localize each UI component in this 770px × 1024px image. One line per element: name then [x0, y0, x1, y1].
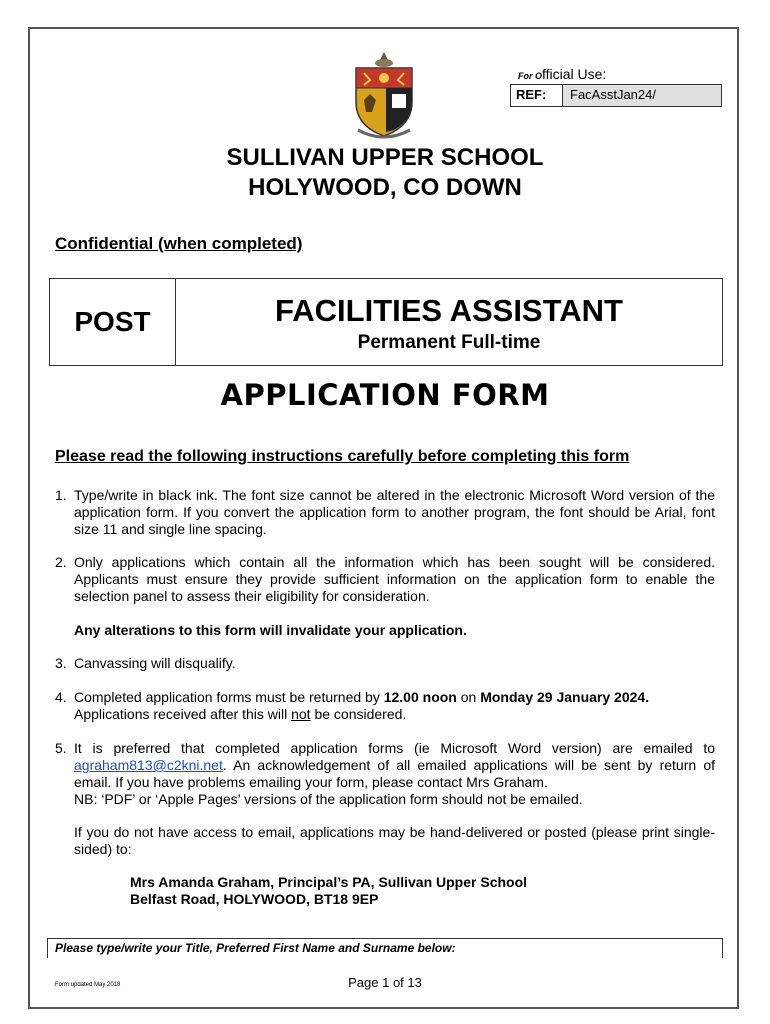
ref-value-field[interactable]: FacAsstJan24/: [563, 85, 721, 106]
no-email-instruction: If you do not have access to email, applications may be hand-delivered or posted (please print single-sided) to:: [74, 824, 715, 857]
instruction-number: 2.: [55, 554, 67, 570]
deadline-time: 12.00 noon: [383, 689, 457, 705]
instruction-item: [55, 487, 715, 538]
instruction-item: [55, 554, 715, 605]
instruction-number: 3.: [55, 655, 67, 671]
instruction-number: 4.: [55, 689, 67, 705]
instruction-item: [55, 655, 715, 672]
page-number: Page 1 of 13: [348, 975, 422, 990]
email-link[interactable]: agraham813@c2kni.net: [74, 757, 223, 773]
deadline-date: Monday 29 January 2024.: [480, 689, 650, 705]
school-location: HOLYWOOD, CO DOWN: [248, 174, 522, 201]
late-not: not: [291, 706, 311, 722]
instruction-number: 1.: [55, 487, 67, 503]
instruction-number: 5.: [55, 740, 67, 756]
school-name: SULLIVAN UPPER SCHOOL: [226, 144, 544, 171]
deadline-text: on: [456, 689, 481, 705]
official-use-label: [518, 66, 606, 82]
instructions-heading: Please read the following instructions carefully before completing this form: [55, 448, 630, 465]
post-title: FACILITIES ASSISTANT: [275, 293, 623, 328]
late-text: Applications received after this will: [74, 706, 292, 722]
deadline-text: Completed application forms must be returned by: [74, 689, 384, 705]
post-subtitle: Permanent Full-time: [357, 332, 541, 353]
alterations-warning: Any alterations to this form will invalidate your application.: [74, 622, 467, 638]
post-label: POST: [50, 279, 176, 365]
post-table: [49, 278, 723, 366]
instruction-text: [74, 740, 715, 808]
late-text: be considered.: [310, 706, 407, 722]
email-instruction-text: . An acknowledgement of all emailed applications will be sent by return of email. If you have problems emailing your form, please contact Mrs Graham.: [74, 757, 715, 790]
ref-label: REF:: [511, 85, 563, 106]
form-title: APPLICATION FORM: [220, 378, 550, 412]
instruction-item: [55, 740, 715, 808]
form-updated-note: Form updated May 2018: [55, 982, 121, 988]
name-entry-box[interactable]: [47, 938, 723, 958]
official-use-text: fficial Use:: [542, 66, 607, 82]
school-crest-logo: [350, 50, 418, 142]
email-instruction-text: It is preferred that completed application forms (ie Microsoft Word version) are emailed to: [74, 740, 715, 756]
instruction-item: [55, 689, 715, 723]
name-prompt: Please type/write your Title, Preferred First Name and Surname below:: [55, 941, 456, 955]
nb-note: NB: ‘PDF’ or ‘Apple Pages’ versions of the application form should not be emailed.: [74, 791, 583, 807]
confidential-heading: Confidential (when completed): [55, 234, 303, 253]
instruction-text: Only applications which contain all the information which has been sought will be considered. Applicants must ensure they provide sufficient information on the application form to enable the selection panel to assess their eligibility for consideration.: [74, 554, 715, 604]
instruction-text: [74, 689, 715, 723]
official-use-prefix: For O: [518, 71, 542, 81]
post-title-cell: [176, 279, 722, 365]
address-line: Mrs Amanda Graham, Principal’s PA, Sullivan Upper School: [130, 874, 528, 890]
instruction-text: Canvassing will disqualify.: [74, 655, 236, 671]
instruction-text: Type/write in black ink. The font size cannot be altered in the electronic Microsoft Word version of the application form. If you convert the application form to another program, the font should be Arial, font size 11 and single line spacing.: [74, 487, 715, 537]
ref-box: [510, 84, 722, 107]
postal-address: [130, 874, 527, 908]
address-line: Belfast Road, HOLYWOOD, BT18 9EP: [130, 891, 379, 907]
